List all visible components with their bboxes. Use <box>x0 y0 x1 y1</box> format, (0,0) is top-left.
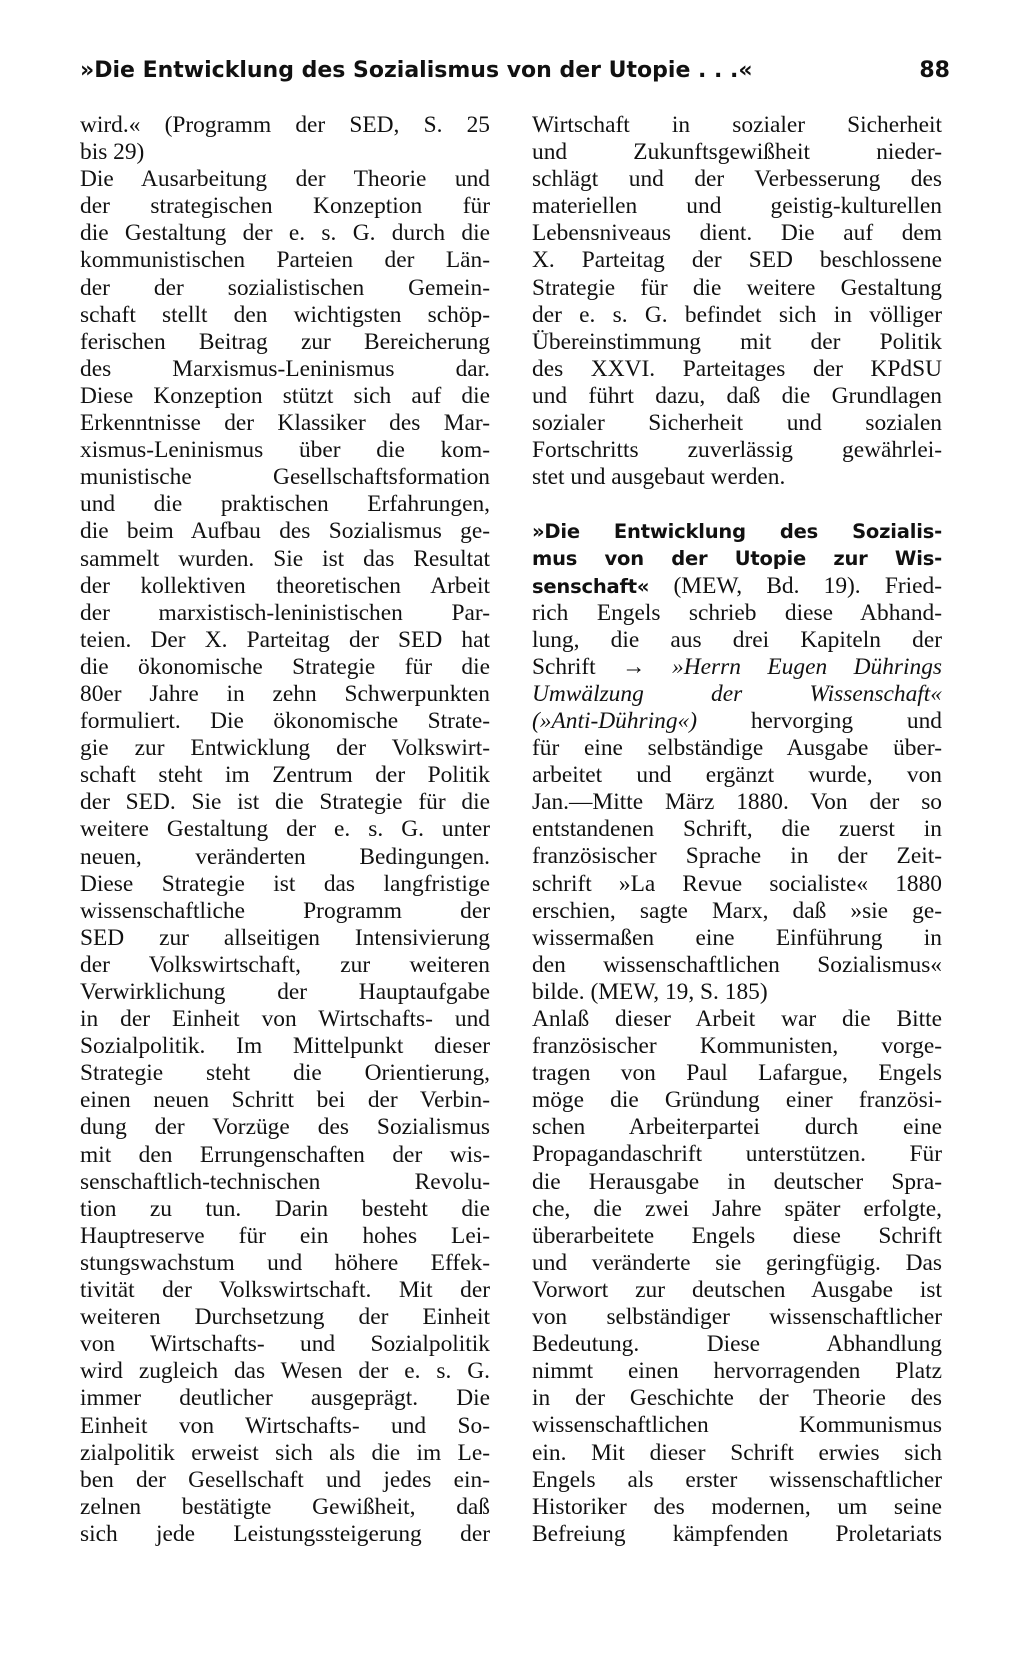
text-line: und veränderte sie geringfügig. Das <box>532 1249 942 1276</box>
text-line: immer deutlicher ausgeprägt. Die <box>80 1385 490 1412</box>
text-line: Befreiung kämpfenden Proletariats <box>532 1520 942 1547</box>
text-line: die beim Aufbau des Sozialismus ge- <box>80 518 490 545</box>
entry-heading: »Die Entwicklung des Sozialis- <box>532 520 942 544</box>
source-reference: (MEW, Bd. 19). Fried- <box>649 572 942 599</box>
text-line: bis 29) <box>80 139 145 166</box>
text-line: schlägt und der Verbesserung des <box>532 166 942 193</box>
text-line: für eine selbständige Ausgabe über- <box>532 735 942 762</box>
text-line: die Gestaltung der e. s. G. durch die <box>80 220 490 247</box>
text-line: Jan.—Mitte März 1880. Von der so <box>532 789 942 816</box>
text-line: Einheit von Wirtschafts- und So- <box>80 1412 490 1439</box>
text-line: wissenschaftlichen Kommunismus <box>532 1412 942 1439</box>
text-line: materiellen und geistig-kulturellen <box>532 193 942 220</box>
text-line: schen Arbeiterpartei durch eine <box>532 1114 942 1141</box>
text-line: Vorwort zur deutschen Ausgabe ist <box>532 1276 942 1303</box>
text-line: in der Geschichte der Theorie des <box>532 1385 942 1412</box>
text-line: von selbständiger wissenschaftlicher <box>532 1304 942 1331</box>
text-line: die ökonomische Strategie für die <box>80 653 490 680</box>
text-line: sozialer Sicherheit und sozialen <box>532 410 942 437</box>
text-line: den wissenschaftlichen Sozialismus« <box>532 951 942 978</box>
text-line: munistische Gesellschaftsformation <box>80 464 490 491</box>
text-line: Erkenntnisse der Klassiker des Mar- <box>80 410 490 437</box>
paragraph-gap <box>532 491 942 518</box>
text-line: tion zu tun. Darin besteht die <box>80 1195 490 1222</box>
text-line: der Volkswirtschaft, zur weiteren <box>80 951 490 978</box>
text-line: xismus-Leninismus über die kom- <box>80 437 490 464</box>
text-line: zialpolitik erweist sich als die im Le- <box>80 1439 490 1466</box>
entry-heading: senschaft« <box>532 574 650 598</box>
text-line <box>532 654 942 681</box>
text-line: che, die zwei Jahre später erfolgte, <box>532 1195 942 1222</box>
text-line: Sozialpolitik. Im Mittelpunkt dieser <box>80 1033 490 1060</box>
text-line: möge die Gründung einer französi- <box>532 1087 942 1114</box>
text-line: Fortschritts zuverlässig gewährlei- <box>532 437 942 464</box>
text-line: tivität der Volkswirtschaft. Mit der <box>80 1277 490 1304</box>
text-line: des Marxismus-Leninismus dar. <box>80 355 490 382</box>
cross-reference-arrow-icon: → <box>622 653 646 680</box>
text-fragment: hervorging und <box>697 707 942 734</box>
text-line: von Wirtschafts- und Sozialpolitik <box>80 1331 490 1358</box>
text-line: die Herausgabe in deutscher Spra- <box>532 1168 942 1195</box>
text-line: formuliert. Die ökonomische Strate- <box>80 708 490 735</box>
text-line: französischer Kommunisten, vorge- <box>532 1033 942 1060</box>
text-line: einen neuen Schritt bei der Verbin- <box>80 1087 490 1114</box>
cross-reference-title: »Herrn Eugen Dührings <box>645 653 943 680</box>
text-line: weitere Gestaltung der e. s. G. unter <box>80 816 490 843</box>
entry-heading-line <box>532 573 942 600</box>
text-line: der SED. Sie ist die Strategie für die <box>80 789 490 816</box>
text-line: Diese Konzeption stützt sich auf die <box>80 382 490 409</box>
text-line: nimmt einen hervorragenden Platz <box>532 1358 942 1385</box>
text-line: und die praktischen Erfahrungen, <box>80 491 490 518</box>
text-line: wissenschaftliche Programm der <box>80 897 490 924</box>
text-line: der e. s. G. befindet sich in völliger <box>532 301 942 328</box>
text-line: schrift »La Revue socialiste« 1880 <box>532 870 942 897</box>
text-line: Strategie für die weitere Gestaltung <box>532 274 942 301</box>
entry-heading-line <box>532 545 942 572</box>
text-line: der kollektiven theoretischen Arbeit <box>80 572 490 599</box>
entry-heading: mus von der Utopie zur Wis- <box>532 547 942 571</box>
text-line: ferischen Beitrag zur Bereicherung <box>80 328 490 355</box>
text-line: wird.« (Programm der SED, S. 25 <box>80 112 490 138</box>
text-line: sammelt wurden. Sie ist das Resultat <box>80 545 490 572</box>
text-line: entstandenen Schrift, die zuerst in <box>532 816 942 843</box>
running-title: »Die Entwicklung des Sozialismus von der Utopie . . .« <box>80 58 753 83</box>
text-line: schaft stellt den wichtigsten schöp- <box>80 301 490 328</box>
text-line: Diese Strategie ist das langfristige <box>80 870 490 897</box>
text-line: französischer Sprache in der Zeit- <box>532 843 942 870</box>
text-line: gie zur Entwicklung der Volkswirt- <box>80 735 490 762</box>
text-line: in der Einheit von Wirtschafts- und <box>80 1006 490 1033</box>
text-line: Anlaß dieser Arbeit war die Bitte <box>532 1006 942 1032</box>
text-line: und Zukunftsgewißheit nieder- <box>532 139 942 166</box>
text-line: bilde. (MEW, 19, S. 185) <box>532 978 768 1005</box>
text-line: ein. Mit dieser Schrift erwies sich <box>532 1439 942 1466</box>
text-line: stet und ausgebaut werden. <box>532 464 786 491</box>
text-line: dung der Vorzüge des Sozialismus <box>80 1114 490 1141</box>
text-line: Engels als erster wissenschaftlicher <box>532 1466 942 1493</box>
cross-reference-title: Umwälzung der Wissenschaft« <box>532 680 942 707</box>
text-line: Die Ausarbeitung der Theorie und <box>80 166 490 193</box>
text-line: wird zugleich das Wesen der e. s. G. <box>80 1358 490 1385</box>
text-line: schaft steht im Zentrum der Politik <box>80 762 490 789</box>
text-line: der marxistisch-leninistischen Par- <box>80 599 490 626</box>
text-line: Hauptreserve für ein hohes Lei- <box>80 1222 490 1249</box>
text-line: Wirtschaft in sozialer Sicherheit <box>532 112 942 138</box>
text-line: erschien, sagte Marx, daß »sie ge- <box>532 897 942 924</box>
text-line: teien. Der X. Parteitag der SED hat <box>80 626 490 653</box>
text-line: Strategie steht die Orientierung, <box>80 1060 490 1087</box>
entry-heading-line <box>532 518 942 545</box>
cross-reference-title: (»Anti-Dühring«) <box>532 707 698 734</box>
text-line: Historiker des modernen, um seine <box>532 1493 942 1520</box>
text-line: rich Engels schrieb diese Abhand- <box>532 599 942 626</box>
page-number: 88 <box>919 58 950 83</box>
text-line: Übereinstimmung mit der Politik <box>532 328 942 355</box>
text-line: wissermaßen eine Einführung in <box>532 924 942 951</box>
text-line: ben der Gesellschaft und jedes ein- <box>80 1466 490 1493</box>
text-line: zelnen bestätigte Gewißheit, daß <box>80 1493 490 1520</box>
text-line: der der sozialistischen Gemein- <box>80 274 490 301</box>
text-line: überarbeitete Engels diese Schrift <box>532 1222 942 1249</box>
text-line: Bedeutung. Diese Abhandlung <box>532 1331 942 1358</box>
text-line: kommunistischen Parteien der Län- <box>80 247 490 274</box>
text-line: mit den Errungenschaften der wis- <box>80 1141 490 1168</box>
text-line: der strategischen Konzeption für <box>80 193 490 220</box>
text-line: sich jede Leistungssteigerung der <box>80 1520 490 1547</box>
text-line <box>532 708 942 735</box>
text-line: tragen von Paul Lafargue, Engels <box>532 1060 942 1087</box>
text-line: Verwirklichung der Hauptaufgabe <box>80 979 490 1005</box>
text-line: lung, die aus drei Kapiteln der <box>532 626 942 653</box>
text-line: 80er Jahre in zehn Schwerpunkten <box>80 680 490 707</box>
text-line: neuen, veränderten Bedingungen. <box>80 843 490 870</box>
text-line: des XXVI. Parteitages der KPdSU <box>532 355 942 382</box>
text-line: Lebensniveaus dient. Die auf dem <box>532 220 942 247</box>
right-column <box>532 112 942 1548</box>
text-fragment: Schrift <box>532 653 623 680</box>
text-line: weiteren Durchsetzung der Einheit <box>80 1304 490 1331</box>
text-line: Propagandaschrift unterstützen. Für <box>532 1141 942 1168</box>
text-line: arbeitet und ergänzt wurde, von <box>532 762 942 789</box>
text-line: senschaftlich-technischen Revolu- <box>80 1168 490 1195</box>
text-line: SED zur allseitigen Intensivierung <box>80 924 490 951</box>
text-line: stungswachstum und höhere Effek- <box>80 1249 490 1276</box>
text-line: und führt dazu, daß die Grundlagen <box>532 382 942 409</box>
text-line: X. Parteitag der SED beschlossene <box>532 247 942 274</box>
left-column <box>80 112 490 1548</box>
